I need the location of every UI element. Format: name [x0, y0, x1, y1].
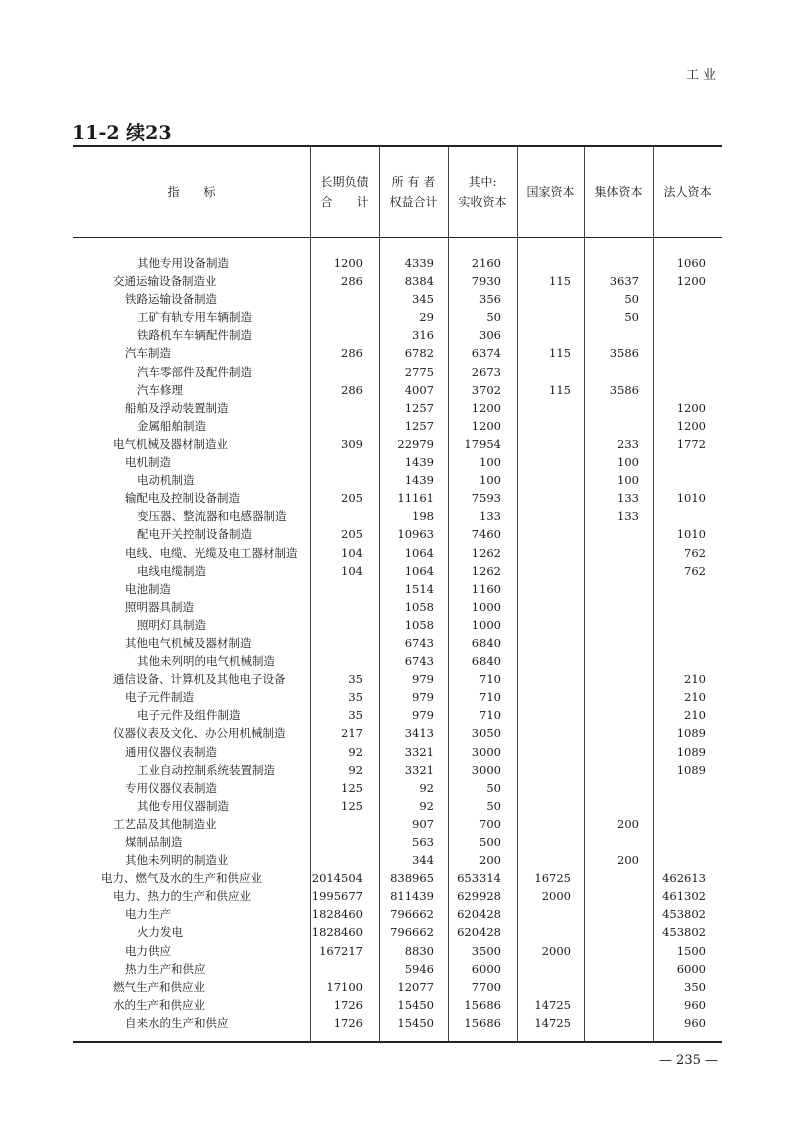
row-label: 电力、热力的生产和供应业: [113, 889, 251, 904]
row-value: 309: [341, 436, 363, 451]
row-value: 838965: [390, 871, 434, 886]
row-label: 燃气生产和供应业: [113, 979, 205, 994]
row-label: 水的生产和供应业: [113, 997, 205, 1012]
row-value: 1262: [471, 545, 501, 560]
row-value: 100: [479, 455, 501, 470]
row-value: 14725: [534, 997, 571, 1012]
row-value: 3500: [471, 943, 501, 958]
row-value: 1828460: [311, 907, 363, 922]
table-row: [73, 544, 722, 562]
row-value: 7593: [471, 491, 501, 506]
row-value: 710: [479, 672, 501, 687]
table-row: [73, 562, 722, 580]
table-row: [73, 344, 722, 362]
row-value: 5946: [404, 961, 434, 976]
row-value: 1200: [333, 256, 363, 270]
row-value: 629928: [457, 889, 501, 904]
header-legal-person-capital: [653, 147, 722, 237]
row-label: 电子元件及组件制造: [137, 708, 241, 723]
row-value: 4007: [404, 382, 434, 397]
table-row: [73, 290, 722, 308]
row-label: 工艺品及其他制造业: [113, 816, 217, 831]
row-value: 15686: [464, 997, 501, 1012]
row-value: 345: [412, 292, 434, 307]
header-label: 长期负债: [320, 175, 369, 189]
row-label: 火力发电: [137, 925, 183, 940]
row-label: 自来水的生产和供应: [125, 1015, 229, 1030]
table-row: [73, 326, 722, 344]
row-label: 电池制造: [125, 581, 171, 596]
row-label: 照明灯具制造: [137, 617, 206, 632]
row-label: 其他未列明的电气机械制造: [137, 654, 275, 669]
row-value: 356: [479, 292, 501, 307]
row-value: 92: [348, 744, 363, 759]
row-value: 3637: [609, 274, 639, 289]
row-label: 电线、电缆、光缆及电工器材制造: [125, 545, 298, 560]
page-title: 11-2 续23: [72, 122, 172, 144]
row-label: 输配电及控制设备制造: [125, 491, 240, 506]
row-value: 100: [617, 455, 639, 470]
row-value: 306: [479, 328, 501, 343]
table-row: [73, 743, 722, 761]
row-value: 50: [624, 292, 639, 307]
row-label: 铁路运输设备制造: [125, 292, 217, 307]
row-value: 1200: [676, 418, 706, 433]
header-state-capital: [517, 147, 584, 237]
row-value: 217: [341, 726, 363, 741]
row-value: 210: [684, 690, 706, 705]
row-label: 电机制造: [125, 455, 171, 470]
row-value: 811439: [390, 889, 434, 904]
table-header: [73, 147, 722, 238]
row-value: 133: [617, 509, 639, 524]
header-paid-in-capital: [448, 147, 517, 237]
row-value: 92: [348, 762, 363, 777]
table-row: [73, 887, 722, 905]
row-value: 1514: [404, 581, 434, 596]
table-row: [73, 453, 722, 471]
row-value: 125: [341, 780, 363, 795]
table-row: [73, 471, 722, 489]
row-label: 电线电缆制造: [137, 563, 206, 578]
row-value: 12077: [397, 979, 434, 994]
row-value: 11161: [397, 491, 434, 506]
table-row: [73, 960, 722, 978]
row-value: 6840: [471, 635, 501, 650]
row-value: 1010: [676, 527, 706, 542]
row-label: 电力生产: [125, 907, 171, 922]
row-label: 通用仪器仪表制造: [125, 744, 217, 759]
row-value: 200: [617, 816, 639, 831]
row-value: 960: [684, 997, 706, 1012]
row-value: 796662: [390, 925, 434, 940]
row-value: 167217: [319, 943, 363, 958]
row-value: 620428: [457, 925, 501, 940]
row-value: 453802: [662, 925, 706, 940]
row-value: 653314: [457, 871, 501, 886]
row-value: 15686: [464, 1015, 501, 1030]
row-value: 50: [486, 310, 501, 325]
row-label: 照明器具制造: [125, 599, 194, 614]
table-row: [73, 598, 722, 616]
row-value: 35: [348, 690, 363, 705]
row-value: 92: [419, 798, 434, 813]
row-value: 3413: [404, 726, 434, 741]
row-label: 专用仪器仪表制造: [125, 780, 217, 795]
row-value: 1060: [676, 256, 706, 270]
row-value: 710: [479, 708, 501, 723]
header-label: 集体资本: [594, 185, 643, 199]
header-long-term-liabilities: [310, 147, 379, 237]
row-value: 17954: [464, 436, 501, 451]
row-value: 205: [341, 527, 363, 542]
row-value: 104: [341, 563, 363, 578]
row-value: 1257: [404, 418, 434, 433]
section-tag: 工业: [685, 68, 720, 83]
table-row: [73, 381, 722, 399]
row-label: 工业自动控制系统装置制造: [137, 762, 275, 777]
row-label: 铁路机车车辆配件制造: [137, 328, 252, 343]
row-value: 286: [341, 274, 363, 289]
row-value: 205: [341, 491, 363, 506]
row-value: 104: [341, 545, 363, 560]
row-value: 125: [341, 798, 363, 813]
row-value: 50: [624, 310, 639, 325]
row-value: 92: [419, 780, 434, 795]
row-value: 462613: [662, 871, 706, 886]
row-value: 1089: [676, 726, 706, 741]
row-value: 1058: [404, 599, 434, 614]
row-value: 8384: [404, 274, 434, 289]
row-value: 133: [617, 491, 639, 506]
table-row: [73, 670, 722, 688]
row-value: 1439: [404, 455, 434, 470]
row-value: 115: [549, 382, 571, 397]
table-row: [73, 815, 722, 833]
row-value: 1200: [676, 400, 706, 415]
table-row: [73, 308, 722, 326]
row-value: 620428: [457, 907, 501, 922]
row-value: 10963: [397, 527, 434, 542]
row-label: 其他专用仪器制造: [137, 798, 229, 813]
row-value: 115: [549, 346, 571, 361]
row-value: 762: [684, 545, 706, 560]
row-value: 1995677: [311, 889, 363, 904]
row-value: 3050: [471, 726, 501, 741]
table-row: [73, 724, 722, 742]
table-row: [73, 652, 722, 670]
header-indicator: [73, 147, 310, 237]
table-row: [73, 580, 722, 598]
row-value: 1058: [404, 617, 434, 632]
row-label: 工矿有轨专用车辆制造: [137, 310, 252, 325]
row-label: 金属船舶制造: [137, 418, 206, 433]
row-value: 2014504: [311, 871, 363, 886]
row-value: 3321: [404, 744, 434, 759]
page-number: — 235 —: [658, 1053, 718, 1068]
row-value: 3586: [609, 382, 639, 397]
header-label: 合 计: [320, 195, 369, 209]
row-value: 350: [684, 979, 706, 994]
row-value: 210: [684, 708, 706, 723]
table-row: [73, 779, 722, 797]
row-label: 交通运输设备制造业: [113, 274, 217, 289]
table-row: [73, 978, 722, 996]
table-row: [73, 688, 722, 706]
row-label: 其他专用设备制造: [137, 256, 229, 270]
row-value: 3702: [471, 382, 501, 397]
row-value: 1089: [676, 762, 706, 777]
row-value: 796662: [390, 907, 434, 922]
table-row: [73, 996, 722, 1014]
row-value: 1200: [471, 400, 501, 415]
row-value: 1439: [404, 473, 434, 488]
row-value: 710: [479, 690, 501, 705]
header-label: 权益合计: [389, 195, 438, 209]
table-row: [73, 272, 722, 290]
row-value: 2160: [471, 256, 501, 270]
row-label: 热力生产和供应: [125, 961, 206, 976]
row-value: 316: [412, 328, 434, 343]
row-value: 35: [348, 672, 363, 687]
row-value: 563: [412, 835, 434, 849]
header-label: 法人资本: [663, 185, 712, 199]
row-value: 1262: [471, 563, 501, 578]
row-label: 其他电气机械及器材制造: [125, 635, 252, 650]
row-value: 3321: [404, 762, 434, 777]
row-label: 配电开关控制设备制造: [137, 527, 252, 542]
row-value: 1500: [676, 943, 706, 958]
row-value: 17100: [326, 979, 363, 994]
row-value: 979: [412, 690, 434, 705]
row-value: 8830: [404, 943, 434, 958]
row-value: 7700: [471, 979, 501, 994]
row-value: 14725: [534, 1015, 571, 1030]
row-value: 1010: [676, 491, 706, 506]
table-row: [73, 942, 722, 960]
row-value: 100: [617, 473, 639, 488]
table-row: [73, 761, 722, 779]
table-row: [73, 797, 722, 815]
row-value: 1772: [676, 436, 706, 451]
row-value: 210: [684, 672, 706, 687]
row-value: 979: [412, 708, 434, 723]
table-row: [73, 254, 722, 272]
row-value: 1089: [676, 744, 706, 759]
row-value: 2775: [404, 364, 434, 379]
row-value: 7930: [471, 274, 501, 289]
row-value: 286: [341, 346, 363, 361]
row-value: 1000: [471, 617, 501, 632]
table-row: [73, 851, 722, 869]
table-row: [73, 507, 722, 525]
row-label: 船舶及浮动装置制造: [125, 400, 229, 415]
row-value: 3000: [471, 744, 501, 759]
table-row: [73, 399, 722, 417]
row-value: 1064: [404, 563, 434, 578]
row-value: 133: [479, 509, 501, 524]
table-row: [73, 905, 722, 923]
row-value: 200: [617, 853, 639, 868]
row-value: 1726: [333, 997, 363, 1012]
row-value: 200: [479, 853, 501, 868]
row-value: 29: [419, 310, 434, 325]
row-value: 6782: [404, 346, 434, 361]
row-value: 1200: [676, 274, 706, 289]
row-value: 979: [412, 672, 434, 687]
table-row: [73, 833, 722, 851]
row-value: 6374: [471, 346, 501, 361]
table-row: [73, 1014, 722, 1032]
row-value: 1726: [333, 1015, 363, 1030]
row-label: 汽车制造: [125, 346, 171, 361]
table-row: [73, 363, 722, 381]
row-label: 电气机械及器材制造业: [113, 436, 228, 451]
row-value: 700: [479, 816, 501, 831]
row-value: 2673: [471, 364, 501, 379]
row-value: 1160: [471, 581, 501, 596]
table-row: [73, 417, 722, 435]
row-label: 电力供应: [125, 943, 171, 958]
row-value: 6743: [404, 635, 434, 650]
row-value: 16725: [534, 871, 571, 886]
row-label: 汽车修理: [137, 382, 183, 397]
header-label: 实收资本: [458, 195, 507, 209]
row-value: 7460: [471, 527, 501, 542]
row-value: 198: [412, 509, 434, 524]
row-value: 2000: [541, 943, 571, 958]
row-value: 233: [617, 436, 639, 451]
row-value: 1200: [471, 418, 501, 433]
row-label: 电力、燃气及水的生产和供应业: [101, 871, 262, 886]
row-label: 电动机制造: [137, 473, 195, 488]
row-value: 15450: [397, 997, 434, 1012]
row-value: 15450: [397, 1015, 434, 1030]
table-row: [73, 525, 722, 543]
row-label: 仪器仪表及文化、办公用机械制造: [113, 726, 286, 741]
table-row: [73, 489, 722, 507]
row-value: 3000: [471, 762, 501, 777]
row-value: 22979: [397, 436, 434, 451]
header-indicator-label: 指 标: [167, 185, 216, 199]
row-value: 35: [348, 708, 363, 723]
row-value: 6840: [471, 654, 501, 669]
table-body: [73, 254, 722, 1032]
row-value: 4339: [404, 256, 434, 270]
header-owners-equity: [379, 147, 448, 237]
row-value: 960: [684, 1015, 706, 1030]
row-label: 通信设备、计算机及其他电子设备: [113, 672, 286, 687]
row-value: 3586: [609, 346, 639, 361]
row-value: 286: [341, 382, 363, 397]
data-table: [73, 145, 722, 1043]
row-label: 电子元件制造: [125, 690, 194, 705]
table-row: [73, 634, 722, 652]
row-value: 115: [549, 274, 571, 289]
row-label: 其他未列明的制造业: [125, 853, 229, 868]
row-label: 变压器、整流器和电感器制造: [137, 509, 287, 524]
row-value: 50: [486, 780, 501, 795]
table-row: [73, 869, 722, 887]
table-row: [73, 616, 722, 634]
row-value: 2000: [541, 889, 571, 904]
row-value: 50: [486, 798, 501, 813]
row-value: 100: [479, 473, 501, 488]
row-value: 1064: [404, 545, 434, 560]
header-collective-capital: [584, 147, 653, 237]
row-value: 1257: [404, 400, 434, 415]
table-row: [73, 706, 722, 724]
header-label: 所 有 者: [391, 175, 436, 189]
table-row: [73, 923, 722, 941]
table-row: [73, 435, 722, 453]
row-value: 907: [412, 816, 434, 831]
row-value: 453802: [662, 907, 706, 922]
row-value: 6000: [676, 961, 706, 976]
row-value: 1000: [471, 599, 501, 614]
row-value: 6743: [404, 654, 434, 669]
header-label: 国家资本: [526, 185, 575, 199]
row-value: 500: [479, 835, 501, 849]
row-value: 1828460: [311, 925, 363, 940]
row-label: 煤制品制造: [125, 835, 183, 849]
header-label: 其中:: [468, 175, 497, 189]
row-value: 461302: [662, 889, 706, 904]
row-value: 762: [684, 563, 706, 578]
row-value: 6000: [471, 961, 501, 976]
row-label: 汽车零部件及配件制造: [137, 364, 252, 379]
row-value: 344: [412, 853, 434, 868]
